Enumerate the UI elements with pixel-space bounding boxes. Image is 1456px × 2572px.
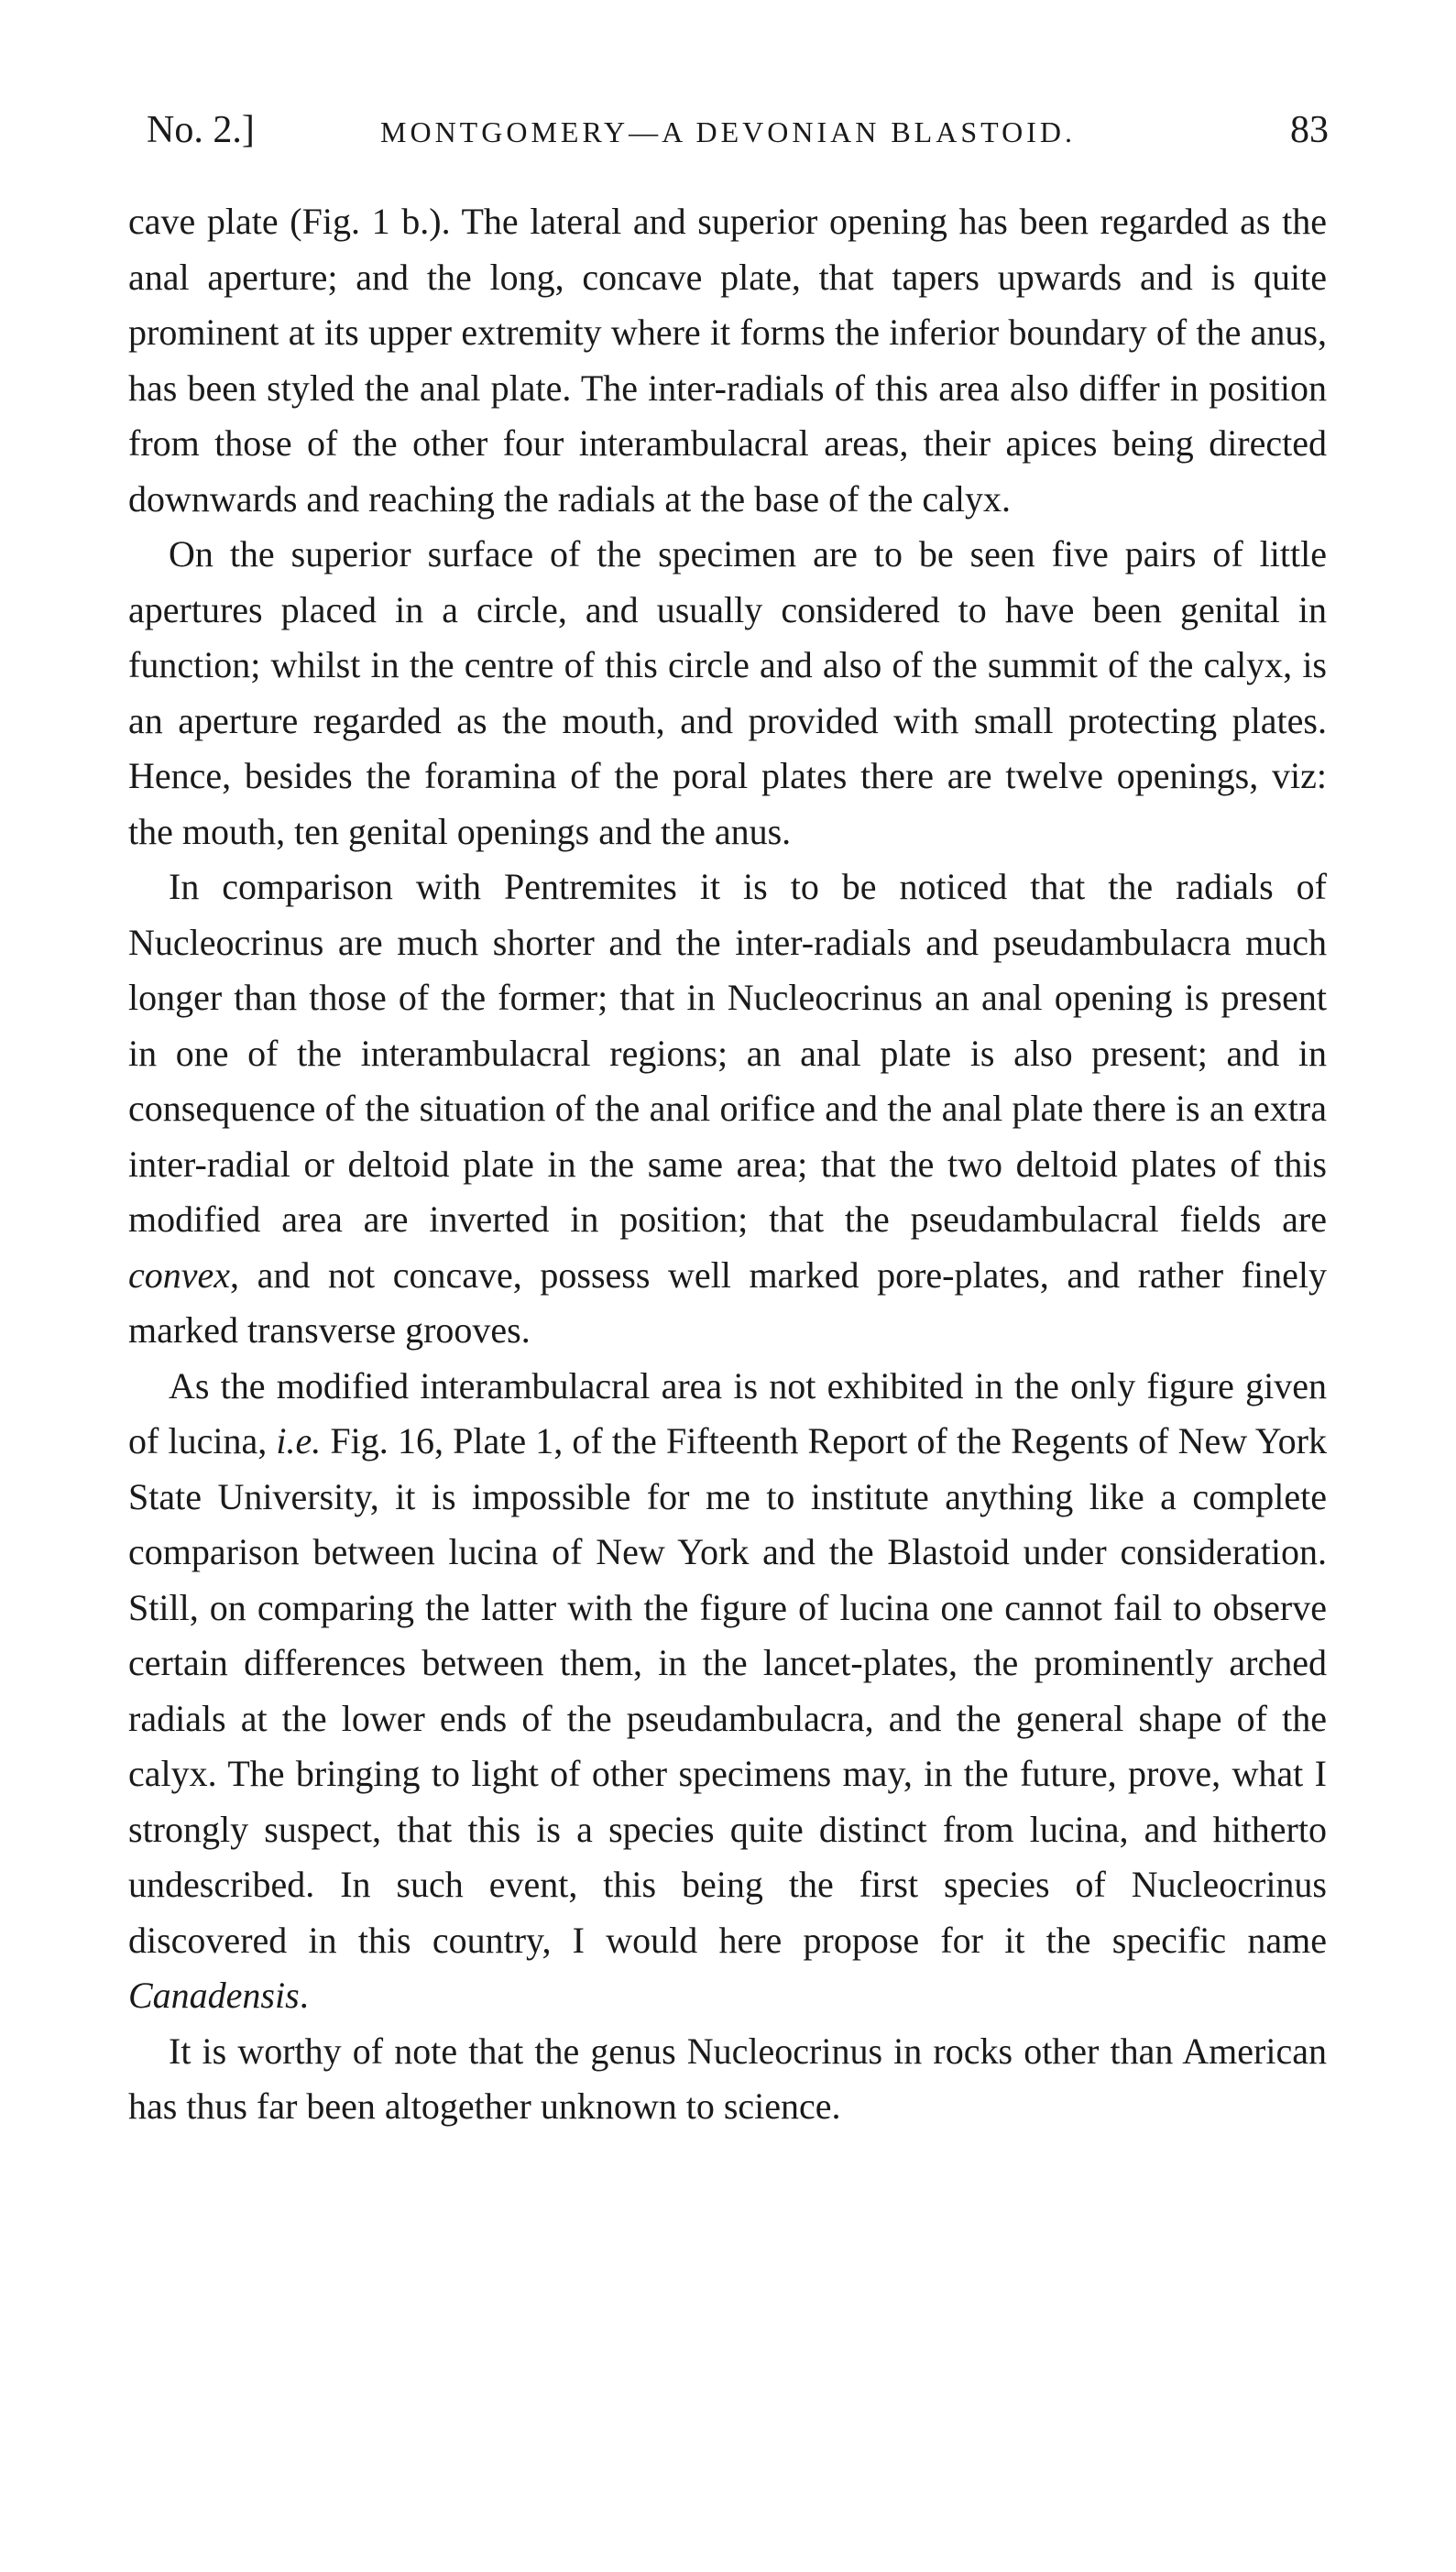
italic-ie: i.e. — [276, 1420, 322, 1461]
paragraph-3 — [128, 859, 1327, 1359]
running-title: MONTGOMERY—A DEVONIAN BLASTOID. — [380, 115, 1076, 148]
page-number: 83 — [1290, 109, 1329, 151]
paragraph-3-text-a: In comparison with Pentremites it is to be noticed that the radials of Nucleocrinus are much shorter and the inter-radials and pseudambulacra much longer than those of the former; that in Nucleocrinus an anal opening is present in one of the interambulacral regions; an anal plate is also present; and in consequence of the situation of the anal orifice and the anal plate there is an extra inter-radial or deltoid plate in the same area; that the two deltoid plates of this modified area are inverted in position; that the pseudambulacral fields are — [128, 866, 1327, 1240]
paragraph-4-text-b: Fig. 16, Plate 1, of the Fifteenth Report of the Regents of New York State University, it is impossible for me to institute anything like a complete comparison between lucina of New York and the Blastoid under consideration. Still, on comparing the latter with the figure of lucina one cannot fail to observe certain differences between them, in the lancet-plates, the prominently arched radials at the lower ends of the pseudambulacra, and the general shape of the calyx. The bringing to light of other specimens may, in the future, prove, what I strongly suspect, that this is a species quite distinct from lucina, and hitherto undescribed. In such event, this being the first species of Nucleocrinus discovered in this country, I would here propose for it the specific name — [128, 1420, 1327, 1961]
running-head — [147, 108, 1329, 163]
italic-canadensis: Canadensis — [128, 1975, 300, 2016]
paragraph-5: It is worthy of note that the genus Nucleocrinus in rocks other than American has thus far been altogether unknown to science. — [128, 2030, 1327, 2127]
issue-number: No. 2.] — [147, 109, 255, 151]
paragraph-1: cave plate (Fig. 1 b.). The lateral and superior opening has been regarded as the anal aperture; and the long, concave plate, that tapers upwards and is quite prominent at its upper extremity where it forms the inferior boundary of the anus, has been styled the anal plate. The inter-radials of this area also differ in position from those of the other four interambulacral areas, their apices being directed downwards and reaching the radials at the base of the calyx. — [128, 201, 1327, 520]
paragraph-3-text-b: , and not concave, possess well marked pore-plates, and rather finely marked transverse grooves. — [128, 1253, 1327, 1351]
paragraph-2: On the superior surface of the specimen are to be seen five pairs of little apertures placed in a circle, and usually considered to have been genital in function; whilst in the centre of this circle and also of the summit of the calyx, is an aperture regarded as the mouth, and provided with small protecting plates. Hence, besides the foramina of the poral plates there are twelve openings, viz: the mouth, ten genital openings and the anus. — [128, 533, 1327, 852]
paragraph-4-text-a: As the modified interambulacral area is not exhibited in the only figure given of lucina, — [128, 1364, 1327, 1461]
paragraph-4 — [128, 1359, 1327, 2024]
italic-convex: convex — [128, 1253, 231, 1296]
paragraph-4-text-c: . — [299, 1975, 309, 2016]
body-text — [128, 194, 1327, 2135]
